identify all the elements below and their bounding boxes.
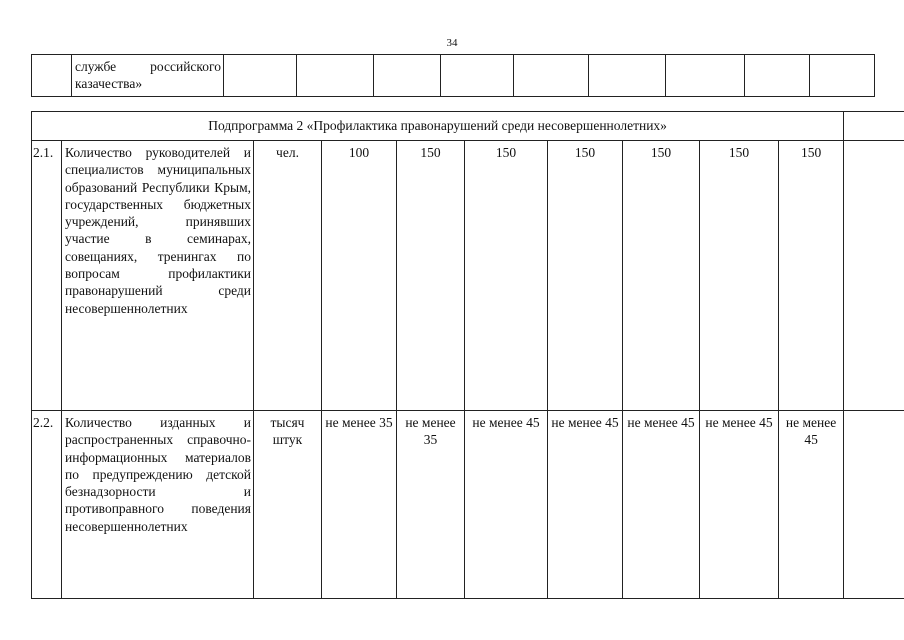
row-unit: тысяч штук xyxy=(254,411,322,599)
row-value: 150 xyxy=(700,141,779,411)
empty-cell xyxy=(441,55,514,97)
row-value: не менее 45 xyxy=(700,411,779,599)
row-description: Количество руководителей и специалистов муниципальных образований Республики Крым, государственных бюджетных учреждений, принявших участие в семинарах, совещаниях, тренингах по вопросам профилактики правонарушений среди несовершеннолетних xyxy=(62,141,254,411)
row-number: 2.2. xyxy=(32,411,62,599)
row-value: 150 xyxy=(548,141,623,411)
empty-cell xyxy=(32,55,72,97)
empty-cell xyxy=(514,55,589,97)
row-value: 150 xyxy=(623,141,700,411)
continuation-description: службе российского казачества» xyxy=(72,55,224,97)
empty-cell xyxy=(844,411,904,599)
row-value: не менее 35 xyxy=(397,411,465,599)
row-description: Количество изданных и распространенных справочно-информационных материалов по предупреждению детской безнадзорности и противоправного поведения несовершеннолетних xyxy=(62,411,254,599)
empty-cell xyxy=(844,112,904,141)
row-value: не менее 35 xyxy=(322,411,397,599)
empty-cell xyxy=(666,55,745,97)
row-value: не менее 45 xyxy=(623,411,700,599)
row-value: 150 xyxy=(465,141,548,411)
row-value: 150 xyxy=(397,141,465,411)
row-number: 2.1. xyxy=(32,141,62,411)
row-unit: чел. xyxy=(254,141,322,411)
indicators-table xyxy=(31,111,904,599)
row-value: 100 xyxy=(322,141,397,411)
table-row xyxy=(32,141,904,411)
page-number: 34 xyxy=(446,37,458,49)
continuation-table xyxy=(31,54,875,97)
subprogram-title: Подпрограмма 2 «Профилактика правонарушений среди несовершеннолетних» xyxy=(32,112,844,141)
empty-cell xyxy=(589,55,666,97)
empty-cell xyxy=(745,55,810,97)
continuation-row xyxy=(32,55,875,97)
row-value: не менее 45 xyxy=(779,411,844,599)
row-value: не менее 45 xyxy=(548,411,623,599)
empty-cell xyxy=(374,55,441,97)
row-value: 150 xyxy=(779,141,844,411)
row-value: не менее 45 xyxy=(465,411,548,599)
empty-cell xyxy=(224,55,297,97)
empty-cell xyxy=(297,55,374,97)
subprogram-row xyxy=(32,112,904,141)
empty-cell xyxy=(844,141,904,411)
empty-cell xyxy=(810,55,875,97)
table-row xyxy=(32,411,904,599)
